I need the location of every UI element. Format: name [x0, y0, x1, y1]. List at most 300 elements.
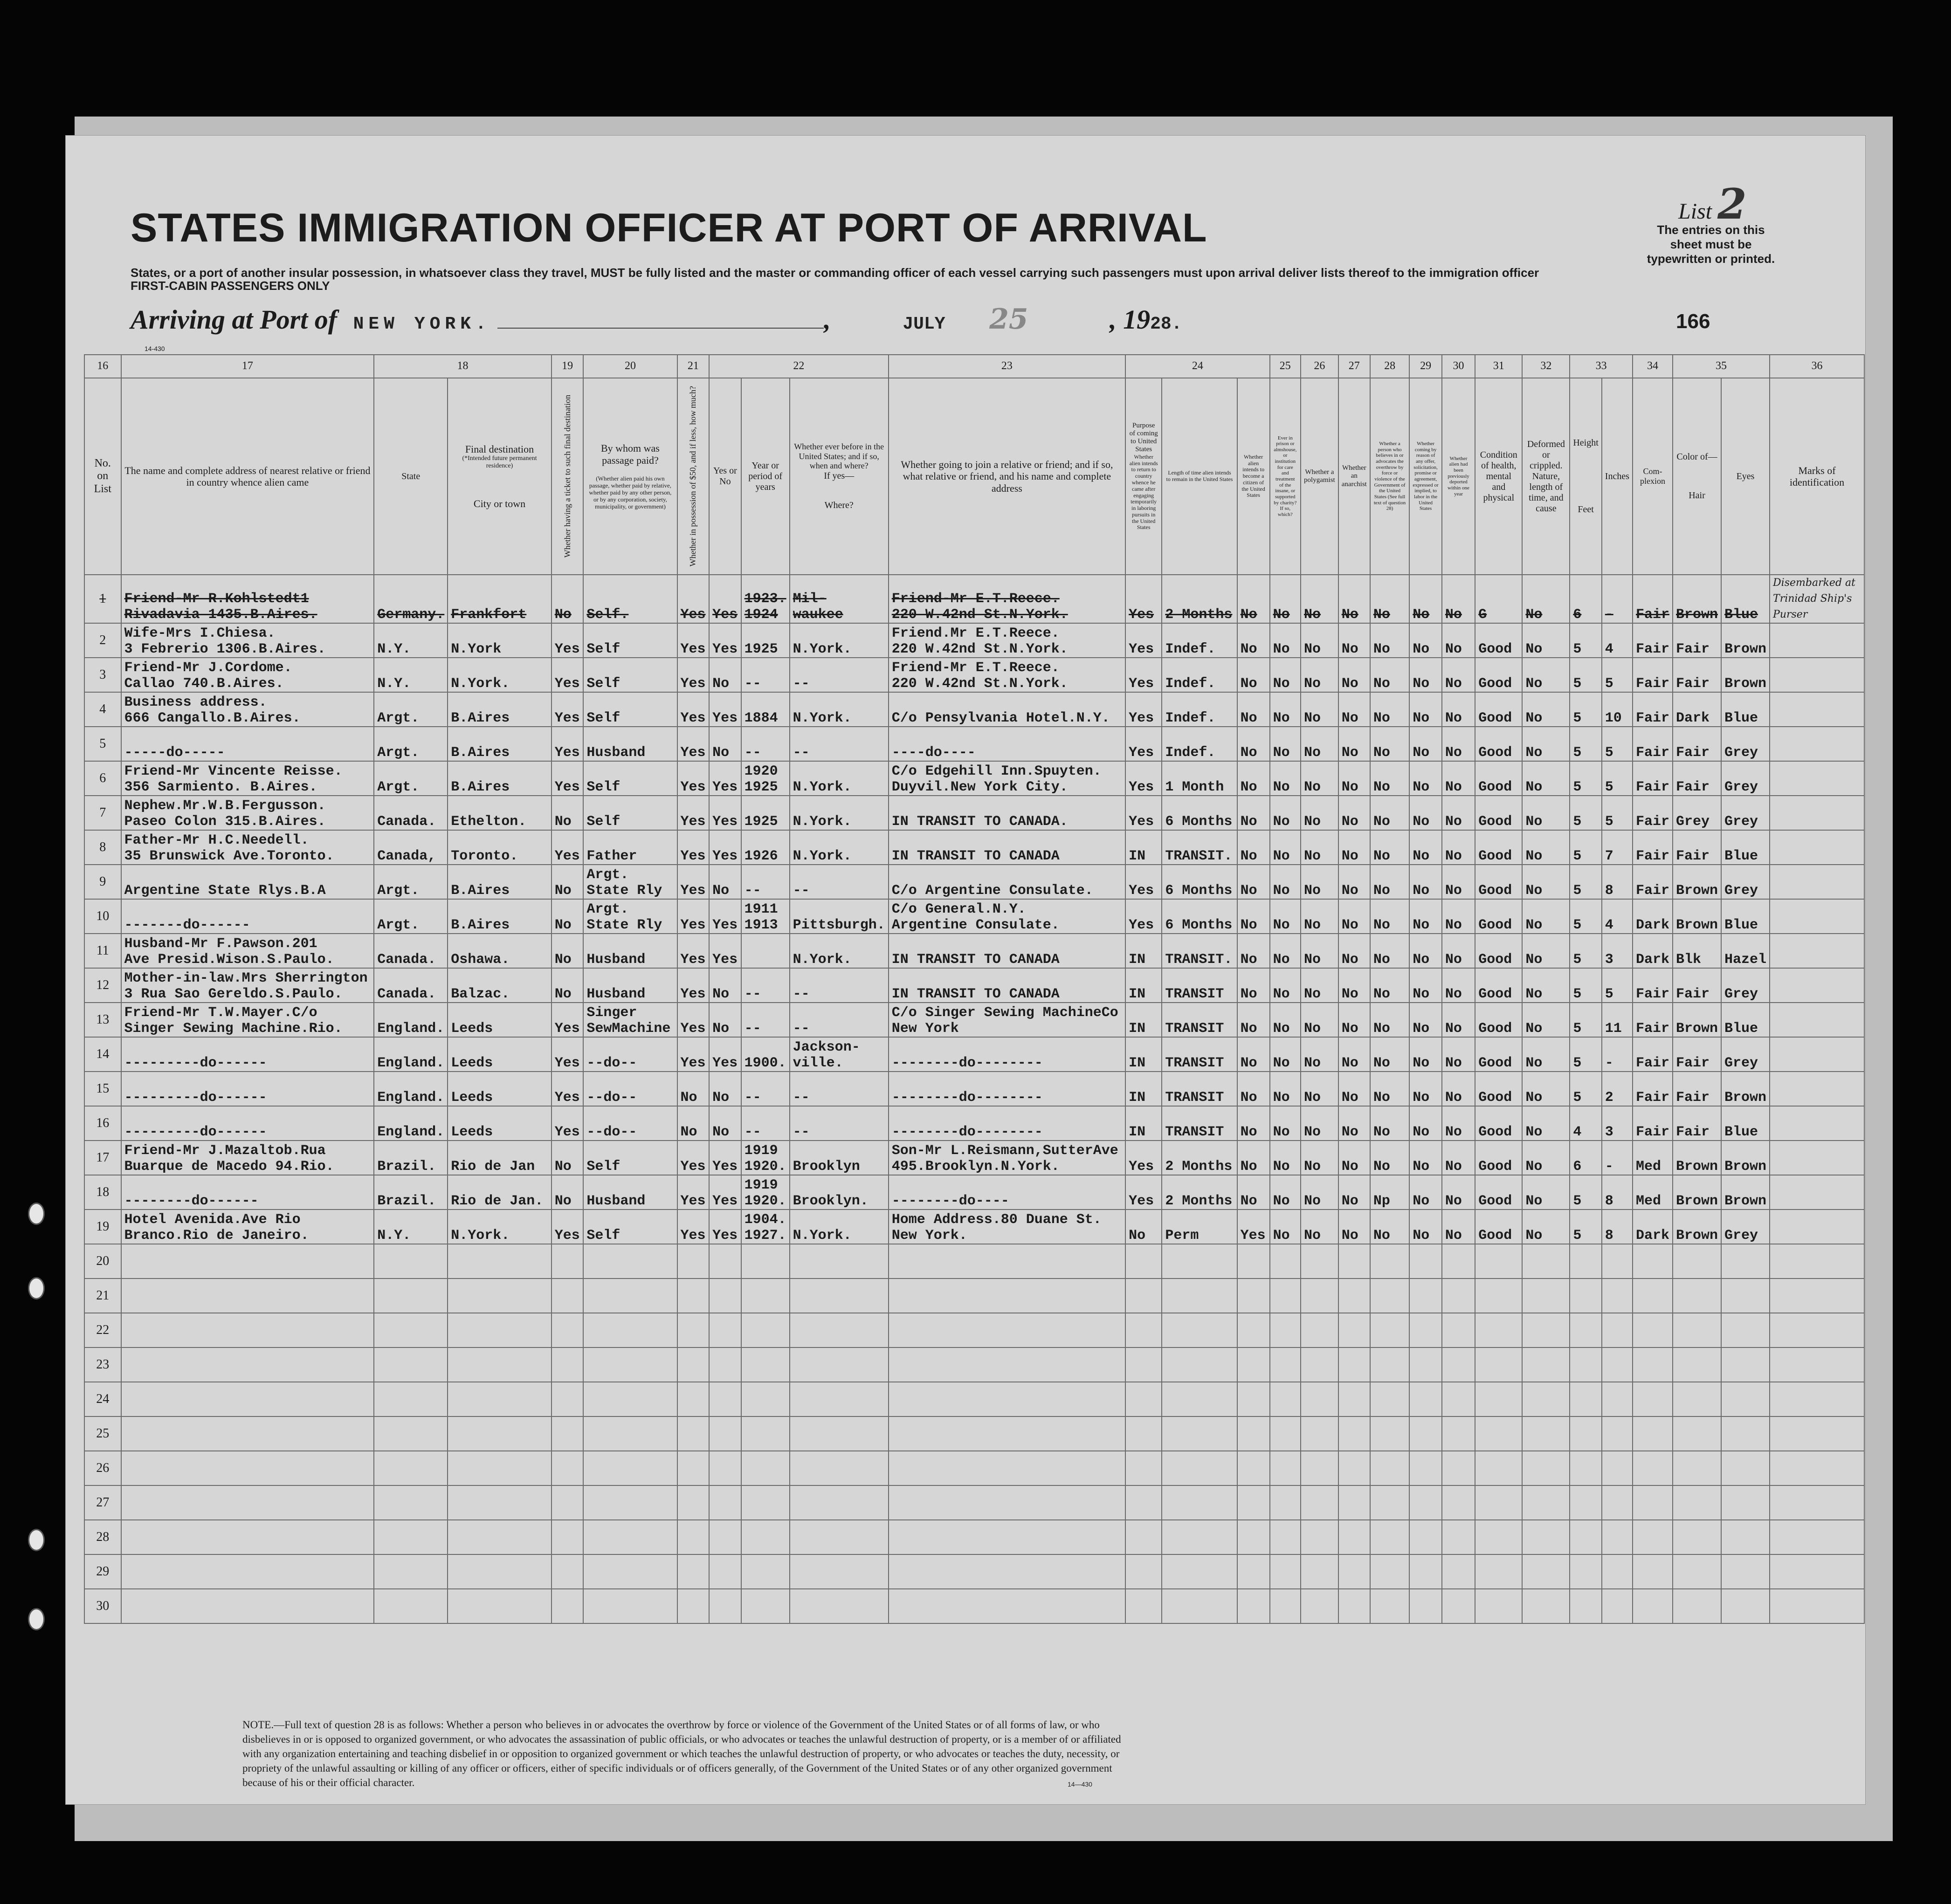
- deported-cell: [1442, 1520, 1475, 1554]
- destination-state-cell: Brazil.: [374, 1141, 448, 1175]
- purpose-citizen-cell: No: [1237, 727, 1270, 761]
- height-inches-cell: 5: [1602, 761, 1633, 796]
- purpose-return-cell: [1125, 1451, 1162, 1485]
- hair-color-cell: [1673, 1382, 1721, 1416]
- marks-cell: [1770, 1382, 1864, 1416]
- height-inches-cell: [1602, 1485, 1633, 1520]
- complexion-cell: Dark: [1633, 899, 1673, 934]
- marks-cell: [1770, 1278, 1864, 1313]
- punch-hole: [28, 1203, 45, 1225]
- purpose-length-cell: Indef.: [1162, 658, 1237, 692]
- purpose-citizen-cell: No: [1237, 1037, 1270, 1072]
- deformed-cell: No: [1522, 692, 1570, 727]
- nearest-relative-cell: [121, 934, 374, 968]
- deformed-cell: [1522, 1347, 1570, 1382]
- nearest-relative-line: Friend-Mr Vincente Reisse.: [124, 763, 343, 779]
- marks-cell: [1770, 1106, 1864, 1141]
- destination-state-cell: Argt.: [374, 692, 448, 727]
- before-years-cell: [741, 1451, 790, 1485]
- q28-cell: [1370, 1347, 1409, 1382]
- q28-cell: [1370, 1278, 1409, 1313]
- purpose-length-cell: [1162, 1451, 1237, 1485]
- nearest-relative-line: 356 Sarmiento. B.Aires.: [124, 779, 317, 795]
- ticket-cell: Yes: [552, 1037, 584, 1072]
- ticket-cell: No: [552, 934, 584, 968]
- destination-city-cell: [448, 1416, 552, 1451]
- joining-relative-cell: [889, 727, 1125, 761]
- labor-offer-cell: No: [1409, 658, 1442, 692]
- complexion-cell: Fair: [1633, 575, 1673, 623]
- deported-cell: No: [1442, 658, 1475, 692]
- row-number-cell: 23: [84, 1347, 121, 1382]
- before-where-cell: [790, 1244, 889, 1278]
- joining-relative-cell: [889, 796, 1125, 830]
- before-years-line: 1923.: [744, 591, 786, 607]
- purpose-citizen-cell: [1237, 1313, 1270, 1347]
- purpose-length-cell: TRANSIT: [1162, 1003, 1237, 1037]
- complexion-cell: Fair: [1633, 1003, 1673, 1037]
- row-number-cell: 25: [84, 1416, 121, 1451]
- q28-cell: [1370, 1554, 1409, 1589]
- destination-city-cell: B.Aires: [448, 761, 552, 796]
- joining-relative-line: IN TRANSIT TO CANADA: [891, 952, 1060, 968]
- purpose-length-cell: [1162, 1313, 1237, 1347]
- table-row: [84, 968, 1864, 1003]
- purpose-citizen-cell: No: [1237, 934, 1270, 968]
- ticket-cell: Yes: [552, 830, 584, 865]
- nearest-relative-cell: [121, 1589, 374, 1623]
- header-final-destination: Final destination: [465, 443, 534, 455]
- health-cell: Good: [1475, 623, 1522, 658]
- ticket-cell: No: [552, 865, 584, 899]
- joining-relative-line: IN TRANSIT TO CANADA: [891, 848, 1060, 864]
- before-where-line: waukee: [793, 607, 843, 623]
- money-50-cell: [677, 1416, 710, 1451]
- marks-cell: [1770, 1003, 1864, 1037]
- before-years-line: 1920: [744, 763, 778, 779]
- joining-relative-line: 495.Brooklyn.N.York.: [891, 1159, 1060, 1175]
- manifest-rows: [84, 575, 1864, 1623]
- deformed-cell: No: [1522, 727, 1570, 761]
- labor-offer-cell: No: [1409, 1072, 1442, 1106]
- health-cell: Good: [1475, 796, 1522, 830]
- nearest-relative-line: Rivadavia 1435.B.Aires.: [124, 607, 317, 623]
- before-years-cell: [741, 865, 790, 899]
- height-feet-cell: 5: [1570, 1175, 1601, 1210]
- purpose-return-cell: IN: [1125, 1003, 1162, 1037]
- eye-color-cell: Grey: [1721, 761, 1770, 796]
- before-where-cell: [790, 899, 889, 934]
- hair-color-cell: [1673, 1244, 1721, 1278]
- q28-cell: [1370, 1451, 1409, 1485]
- health-cell: Good: [1475, 761, 1522, 796]
- prison-cell: [1270, 1520, 1301, 1554]
- labor-offer-cell: [1409, 1485, 1442, 1520]
- table-row: [84, 727, 1864, 761]
- before-years-line: 1927.: [744, 1228, 786, 1244]
- before-in-us-cell: Yes: [709, 899, 741, 934]
- nearest-relative-line: Wife-Mrs I.Chiesa.: [124, 626, 276, 641]
- complexion-cell: [1633, 1554, 1673, 1589]
- destination-state-cell: [374, 1278, 448, 1313]
- height-inches-cell: 5: [1602, 658, 1633, 692]
- health-cell: [1475, 1382, 1522, 1416]
- passage-paid-by-cell: [583, 1554, 677, 1589]
- before-in-us-cell: Yes: [709, 692, 741, 727]
- nearest-relative-line: Friend-Mr T.W.Mayer.C/o: [124, 1005, 317, 1021]
- passage-paid-by-line: Self: [586, 641, 620, 657]
- health-cell: Good: [1475, 1106, 1522, 1141]
- nearest-relative-line: --------do------: [124, 1193, 259, 1209]
- height-feet-cell: 6: [1570, 1141, 1601, 1175]
- nearest-relative-line: -------do------: [124, 917, 250, 933]
- purpose-length-cell: TRANSIT: [1162, 1072, 1237, 1106]
- nearest-relative-cell: [121, 575, 374, 623]
- nearest-relative-cell: [121, 1520, 374, 1554]
- anarchist-cell: No: [1338, 830, 1370, 865]
- deported-cell: [1442, 1416, 1475, 1451]
- complexion-cell: [1633, 1382, 1673, 1416]
- marks-cell: [1770, 796, 1864, 830]
- nearest-relative-line: Argentine State Rlys.B.A: [124, 883, 326, 899]
- passage-paid-by-line: Argt.: [586, 901, 629, 917]
- before-where-cell: [790, 1278, 889, 1313]
- purpose-length-cell: TRANSIT: [1162, 968, 1237, 1003]
- nearest-relative-cell: [121, 1347, 374, 1382]
- joining-relative-cell: [889, 1347, 1125, 1382]
- labor-offer-cell: No: [1409, 1175, 1442, 1210]
- marks-cell: [1770, 692, 1864, 727]
- purpose-citizen-cell: No: [1237, 796, 1270, 830]
- col-number: 29: [1409, 355, 1442, 378]
- destination-state-cell: Argt.: [374, 727, 448, 761]
- deported-cell: No: [1442, 899, 1475, 934]
- eye-color-cell: Brown: [1721, 1141, 1770, 1175]
- destination-city-cell: Leeds: [448, 1003, 552, 1037]
- deported-cell: [1442, 1589, 1475, 1623]
- before-in-us-cell: No: [709, 658, 741, 692]
- hair-color-cell: [1673, 1416, 1721, 1451]
- prison-cell: No: [1270, 623, 1301, 658]
- ticket-cell: No: [552, 968, 584, 1003]
- height-feet-cell: [1570, 1416, 1601, 1451]
- deported-cell: No: [1442, 1210, 1475, 1244]
- hair-color-cell: Fair: [1673, 658, 1721, 692]
- eye-color-cell: [1721, 1416, 1770, 1451]
- deported-cell: [1442, 1382, 1475, 1416]
- marks-cell: [1770, 1554, 1864, 1589]
- nearest-relative-line: Business address.: [124, 694, 267, 710]
- destination-city-cell: B.Aires: [448, 899, 552, 934]
- before-where-cell: [790, 623, 889, 658]
- q28-cell: No: [1370, 1210, 1409, 1244]
- height-feet-cell: 5: [1570, 1210, 1601, 1244]
- arrival-month: JULY: [903, 314, 945, 334]
- prison-cell: No: [1270, 1106, 1301, 1141]
- deported-cell: No: [1442, 727, 1475, 761]
- labor-offer-cell: [1409, 1347, 1442, 1382]
- purpose-return-cell: Yes: [1125, 727, 1162, 761]
- health-cell: Good: [1475, 899, 1522, 934]
- col-number: 27: [1338, 355, 1370, 378]
- passage-paid-by-line: Husband: [586, 745, 646, 761]
- destination-state-cell: Canada,: [374, 830, 448, 865]
- destination-city-cell: [448, 1554, 552, 1589]
- deported-cell: [1442, 1278, 1475, 1313]
- deformed-cell: No: [1522, 934, 1570, 968]
- col-number: 21: [677, 355, 710, 378]
- prison-cell: [1270, 1347, 1301, 1382]
- health-cell: Good: [1475, 692, 1522, 727]
- anarchist-cell: [1338, 1485, 1370, 1520]
- q28-cell: No: [1370, 575, 1409, 623]
- purpose-citizen-cell: [1237, 1244, 1270, 1278]
- passage-paid-by-cell: [583, 1244, 677, 1278]
- row-number-cell: 8: [84, 830, 121, 865]
- purpose-return-cell: IN: [1125, 1072, 1162, 1106]
- hair-color-cell: Fair: [1673, 830, 1721, 865]
- passage-paid-by-cell: [583, 692, 677, 727]
- height-feet-cell: 6: [1570, 575, 1601, 623]
- before-years-line: 1913: [744, 917, 778, 933]
- footnote: NOTE.—Full text of question 28 is as follows: Whether a person who believes in or advocates the overthrow by force or violence of the Government of the United States or of all forms of law, or who disbelieves in or is opposed to organized government, or who advocates the assassination of public officials, or who advocates or teaches the unlawful destruction of property, or is a member of or affiliated with any organization entertaining and teaching disbelief in or opposition to organized government or which teaches the unlawful destruction of property, or who advocates or teaches the duty, necessity, or propriety of the unlawful assaulting or killing of any officer or officers, either of specific individuals or of officers generally, of the Government of the United States or of any other organized government because of his or their official character.: [242, 1719, 1121, 1789]
- polygamist-cell: No: [1301, 1141, 1338, 1175]
- destination-city-cell: Balzac.: [448, 968, 552, 1003]
- height-inches-cell: 3: [1602, 1106, 1633, 1141]
- before-years-cell: [741, 934, 790, 968]
- ticket-cell: Yes: [552, 1210, 584, 1244]
- height-feet-cell: 5: [1570, 658, 1601, 692]
- health-cell: [1475, 1520, 1522, 1554]
- prison-cell: No: [1270, 575, 1301, 623]
- money-50-cell: [677, 1244, 710, 1278]
- eye-color-cell: Blue: [1721, 830, 1770, 865]
- joining-relative-cell: [889, 1520, 1125, 1554]
- ticket-cell: No: [552, 1175, 584, 1210]
- joining-relative-line: 220 W.42nd St.N.York.: [891, 676, 1068, 692]
- health-cell: [1475, 1589, 1522, 1623]
- prison-cell: [1270, 1589, 1301, 1623]
- q28-cell: No: [1370, 761, 1409, 796]
- destination-city-cell: Ethelton.: [448, 796, 552, 830]
- labor-offer-cell: [1409, 1278, 1442, 1313]
- marks-cell: [1770, 623, 1864, 658]
- purpose-length-cell: [1162, 1485, 1237, 1520]
- footnote-form-number: 14—430: [1068, 1780, 1092, 1788]
- hair-color-cell: Brown: [1673, 1175, 1721, 1210]
- header-inches: Inches: [1602, 378, 1633, 575]
- eye-color-cell: Brown: [1721, 623, 1770, 658]
- purpose-length-cell: TRANSIT: [1162, 1106, 1237, 1141]
- passage-paid-by-line: Husband: [586, 952, 646, 968]
- anarchist-cell: No: [1338, 623, 1370, 658]
- joining-relative-line: Friend.Mr E.T.Reece.: [891, 626, 1060, 641]
- before-where-line: N.York.: [793, 952, 852, 968]
- health-cell: [1475, 1278, 1522, 1313]
- deported-cell: [1442, 1554, 1475, 1589]
- marks-cell: [1770, 1244, 1864, 1278]
- before-in-us-cell: [709, 1347, 741, 1382]
- labor-offer-cell: [1409, 1554, 1442, 1589]
- q28-cell: No: [1370, 968, 1409, 1003]
- header-feet-text: Feet: [1578, 504, 1594, 515]
- before-where-cell: [790, 934, 889, 968]
- header-eyes: Eyes: [1721, 378, 1770, 575]
- hair-color-cell: [1673, 1347, 1721, 1382]
- destination-city-cell: Leeds: [448, 1072, 552, 1106]
- labor-offer-cell: [1409, 1416, 1442, 1451]
- labor-offer-cell: [1409, 1589, 1442, 1623]
- anarchist-cell: [1338, 1382, 1370, 1416]
- before-years-line: 1884: [744, 710, 778, 726]
- ticket-cell: Yes: [552, 727, 584, 761]
- before-in-us-cell: Yes: [709, 1037, 741, 1072]
- before-years-line: 1919: [744, 1177, 778, 1193]
- hair-color-cell: Brown: [1673, 899, 1721, 934]
- deformed-cell: [1522, 1382, 1570, 1416]
- destination-state-cell: [374, 1520, 448, 1554]
- money-50-cell: [677, 1347, 710, 1382]
- anarchist-cell: No: [1338, 575, 1370, 623]
- before-years-line: --: [744, 1021, 761, 1037]
- anarchist-cell: No: [1338, 1141, 1370, 1175]
- arrival-line: Arriving at Port of NEW YORK. , JULY 25 , 1928.: [131, 303, 1182, 336]
- before-years-line: 1904.: [744, 1212, 786, 1228]
- height-inches-cell: [1602, 1347, 1633, 1382]
- nearest-relative-line: 3 Febrerio 1306.B.Aires.: [124, 641, 326, 657]
- q28-cell: No: [1370, 727, 1409, 761]
- purpose-citizen-cell: [1237, 1485, 1270, 1520]
- ticket-cell: [552, 1416, 584, 1451]
- height-inches-cell: [1602, 1451, 1633, 1485]
- column-number-row: [84, 355, 1864, 378]
- table-row: [84, 1520, 1864, 1554]
- health-cell: [1475, 1416, 1522, 1451]
- destination-city-cell: [448, 1451, 552, 1485]
- nearest-relative-cell: [121, 1382, 374, 1416]
- nearest-relative-line: Nephew.Mr.W.B.Fergusson.: [124, 798, 326, 814]
- polygamist-cell: No: [1301, 623, 1338, 658]
- before-where-line: N.York.: [793, 641, 852, 657]
- before-in-us-cell: [709, 1416, 741, 1451]
- height-feet-cell: [1570, 1347, 1601, 1382]
- before-years-line: --: [744, 883, 761, 899]
- table-row: [84, 1141, 1864, 1175]
- before-years-cell: [741, 761, 790, 796]
- purpose-citizen-cell: [1237, 1451, 1270, 1485]
- before-years-cell: [741, 1072, 790, 1106]
- health-cell: Good: [1475, 727, 1522, 761]
- q28-cell: [1370, 1313, 1409, 1347]
- complexion-cell: Fair: [1633, 761, 1673, 796]
- header-city-label: City or town: [473, 498, 526, 510]
- nearest-relative-line: Callao 740.B.Aires.: [124, 676, 284, 692]
- passage-paid-by-cell: [583, 1210, 677, 1244]
- joining-relative-line: --------do--------: [891, 1055, 1043, 1071]
- joining-relative-cell: [889, 1141, 1125, 1175]
- before-where-line: N.York.: [793, 814, 852, 830]
- deported-cell: [1442, 1313, 1475, 1347]
- col-number: 30: [1442, 355, 1475, 378]
- polygamist-cell: No: [1301, 692, 1338, 727]
- purpose-citizen-cell: [1237, 1416, 1270, 1451]
- before-years-line: 1926: [744, 848, 778, 864]
- deformed-cell: No: [1522, 796, 1570, 830]
- money-50-cell: [677, 1451, 710, 1485]
- header-money-text: Whether in possession of $50, and if less, how much?: [688, 386, 698, 567]
- deported-cell: [1442, 1451, 1475, 1485]
- deformed-cell: No: [1522, 1072, 1570, 1106]
- deformed-cell: No: [1522, 575, 1570, 623]
- row-number-cell: 2: [84, 623, 121, 658]
- destination-city-cell: N.York.: [448, 658, 552, 692]
- destination-state-cell: [374, 1244, 448, 1278]
- deformed-cell: No: [1522, 1175, 1570, 1210]
- purpose-citizen-cell: No: [1237, 1175, 1270, 1210]
- eye-color-cell: Blue: [1721, 692, 1770, 727]
- before-years-line: --: [744, 676, 761, 692]
- before-in-us-cell: Yes: [709, 934, 741, 968]
- eye-color-cell: Brown: [1721, 1175, 1770, 1210]
- complexion-cell: [1633, 1485, 1673, 1520]
- complexion-cell: Dark: [1633, 1210, 1673, 1244]
- purpose-citizen-cell: [1237, 1520, 1270, 1554]
- typewritten-note: The entries on this sheet must be typewritten or printed.: [1647, 223, 1775, 266]
- purpose-length-cell: [1162, 1347, 1237, 1382]
- labor-offer-cell: No: [1409, 865, 1442, 899]
- hair-color-cell: Grey: [1673, 796, 1721, 830]
- destination-state-cell: Argt.: [374, 761, 448, 796]
- before-where-cell: [790, 761, 889, 796]
- row-number-cell: 16: [84, 1106, 121, 1141]
- purpose-length-cell: [1162, 1278, 1237, 1313]
- money-50-cell: [677, 1520, 710, 1554]
- height-inches-cell: 5: [1602, 727, 1633, 761]
- ticket-cell: Yes: [552, 658, 584, 692]
- col-number: 36: [1770, 355, 1864, 378]
- height-inches-cell: 8: [1602, 1175, 1633, 1210]
- before-in-us-cell: Yes: [709, 623, 741, 658]
- deformed-cell: [1522, 1244, 1570, 1278]
- health-cell: G: [1475, 575, 1522, 623]
- nearest-relative-cell: [121, 1072, 374, 1106]
- prison-cell: No: [1270, 1003, 1301, 1037]
- passage-paid-by-cell: [583, 934, 677, 968]
- nearest-relative-cell: [121, 658, 374, 692]
- eye-color-cell: [1721, 1278, 1770, 1313]
- ticket-cell: [552, 1313, 584, 1347]
- purpose-citizen-cell: No: [1237, 1141, 1270, 1175]
- header-city: [448, 378, 552, 575]
- row-number-cell: 4: [84, 692, 121, 727]
- destination-state-cell: [374, 1589, 448, 1623]
- polygamist-cell: [1301, 1485, 1338, 1520]
- anarchist-cell: [1338, 1451, 1370, 1485]
- purpose-length-cell: Indef.: [1162, 623, 1237, 658]
- anarchist-cell: No: [1338, 968, 1370, 1003]
- deported-cell: No: [1442, 575, 1475, 623]
- nearest-relative-line: 666 Cangallo.B.Aires.: [124, 710, 301, 726]
- nearest-relative-line: Father-Mr H.C.Needell.: [124, 832, 309, 848]
- prison-cell: No: [1270, 727, 1301, 761]
- before-years-line: 1920.: [744, 1193, 786, 1209]
- deformed-cell: No: [1522, 899, 1570, 934]
- height-feet-cell: 5: [1570, 796, 1601, 830]
- height-inches-cell: 3: [1602, 934, 1633, 968]
- polygamist-cell: [1301, 1382, 1338, 1416]
- complexion-cell: Fair: [1633, 1106, 1673, 1141]
- passage-paid-by-cell: [583, 796, 677, 830]
